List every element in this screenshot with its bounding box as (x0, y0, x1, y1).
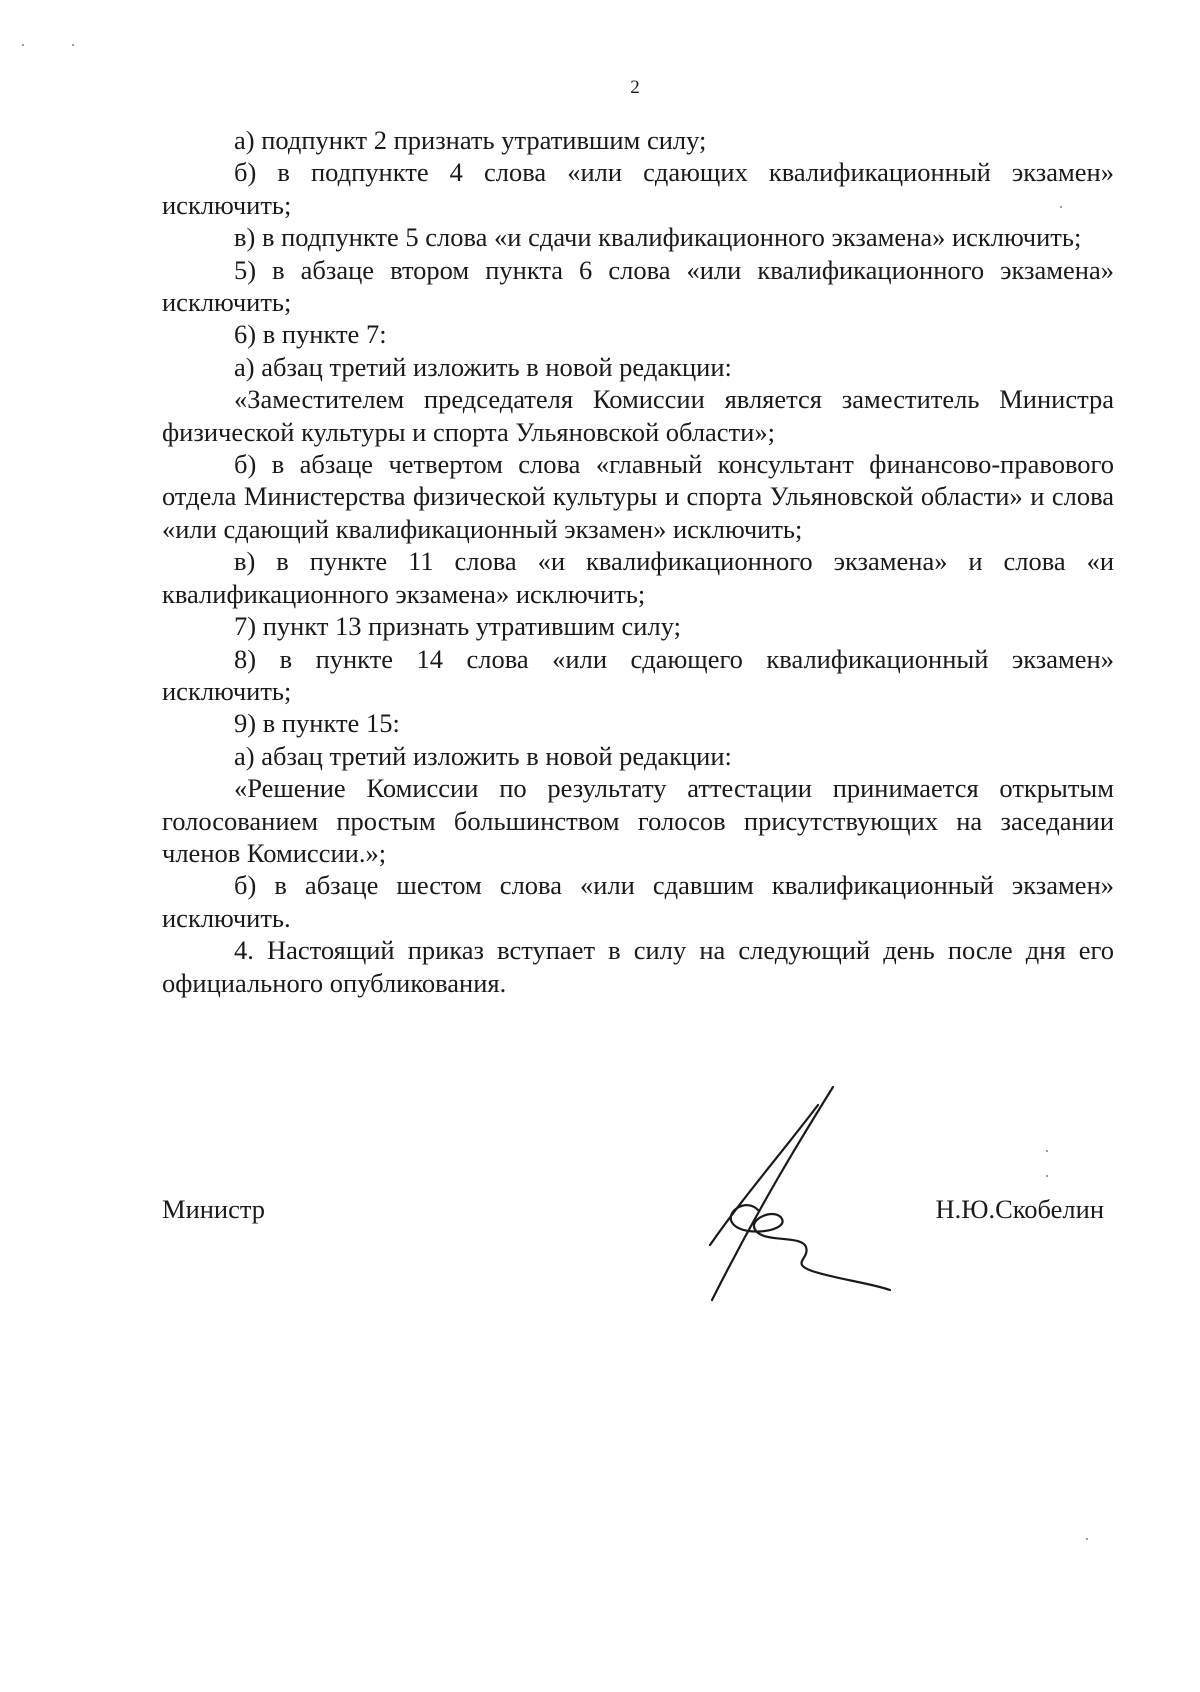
paragraph: а) абзац третий изложить в новой редакции: (234, 740, 732, 771)
signatory-name: Н.Ю.Скобелин (935, 1194, 1104, 1224)
paragraph: «Заместителем председателя Комиссии является заместитель Министра физической культуры и спорта Ульяновской области»; (162, 384, 1114, 447)
paragraph: б) в абзаце четвертом слова «главный консультант финансово-правового отдела Министерства физической культуры и спорта Ульяновской области» и слова «или сдающий квалификационный экзамен» исключить; (162, 449, 1114, 544)
scan-speck (72, 44, 74, 46)
handwritten-signature (650, 1085, 900, 1305)
scan-speck (1046, 1150, 1048, 1152)
scan-speck (22, 44, 24, 46)
document-body (162, 124, 1114, 999)
paragraph: 9) в пункте 15: (234, 708, 400, 739)
paragraph: а) абзац третий изложить в новой редакции: (234, 351, 732, 382)
paragraph: 5) в абзаце втором пункта 6 слова «или квалификационного экзамена» исключить; (162, 254, 1114, 318)
paragraph: в) в пункте 11 слова «и квалификационного экзамена» и слова «и квалификационного экзамена» исключить; (162, 546, 1114, 609)
paragraph: «Решение Комиссии по результату аттестации принимается открытым голосованием простым большинством голосов присутствующих на заседании членов Комиссии.»; (162, 773, 1114, 868)
paragraph: а) подпункт 2 признать утратившим силу; (234, 125, 707, 155)
scan-speck (1060, 206, 1062, 208)
paragraph: 7) пункт 13 признать утратившим силу; (234, 611, 681, 642)
scan-speck (1086, 1538, 1088, 1540)
paragraph: б) в подпункте 4 слова «или сдающих квалификационный экзамен» исключить; (162, 157, 1114, 220)
page-number: 2 (630, 77, 640, 98)
paragraph: в) в подпункте 5 слова «и сдачи квалификационного экзамена» исключить; (234, 222, 1082, 253)
paragraph: 8) в пункте 14 слова «или сдающего квалификационный экзамен» исключить; (162, 643, 1114, 706)
paragraph: б) в абзаце шестом слова «или сдавшим квалификационный экзамен» исключить. (162, 870, 1114, 933)
signatory-position: Министр (162, 1194, 266, 1224)
paragraph: 4. Настоящий приказ вступает в силу на следующий день после дня его официального опубликования. (162, 935, 1114, 998)
scan-speck (1046, 1175, 1048, 1177)
paragraph: 6) в пункте 7: (234, 319, 387, 350)
